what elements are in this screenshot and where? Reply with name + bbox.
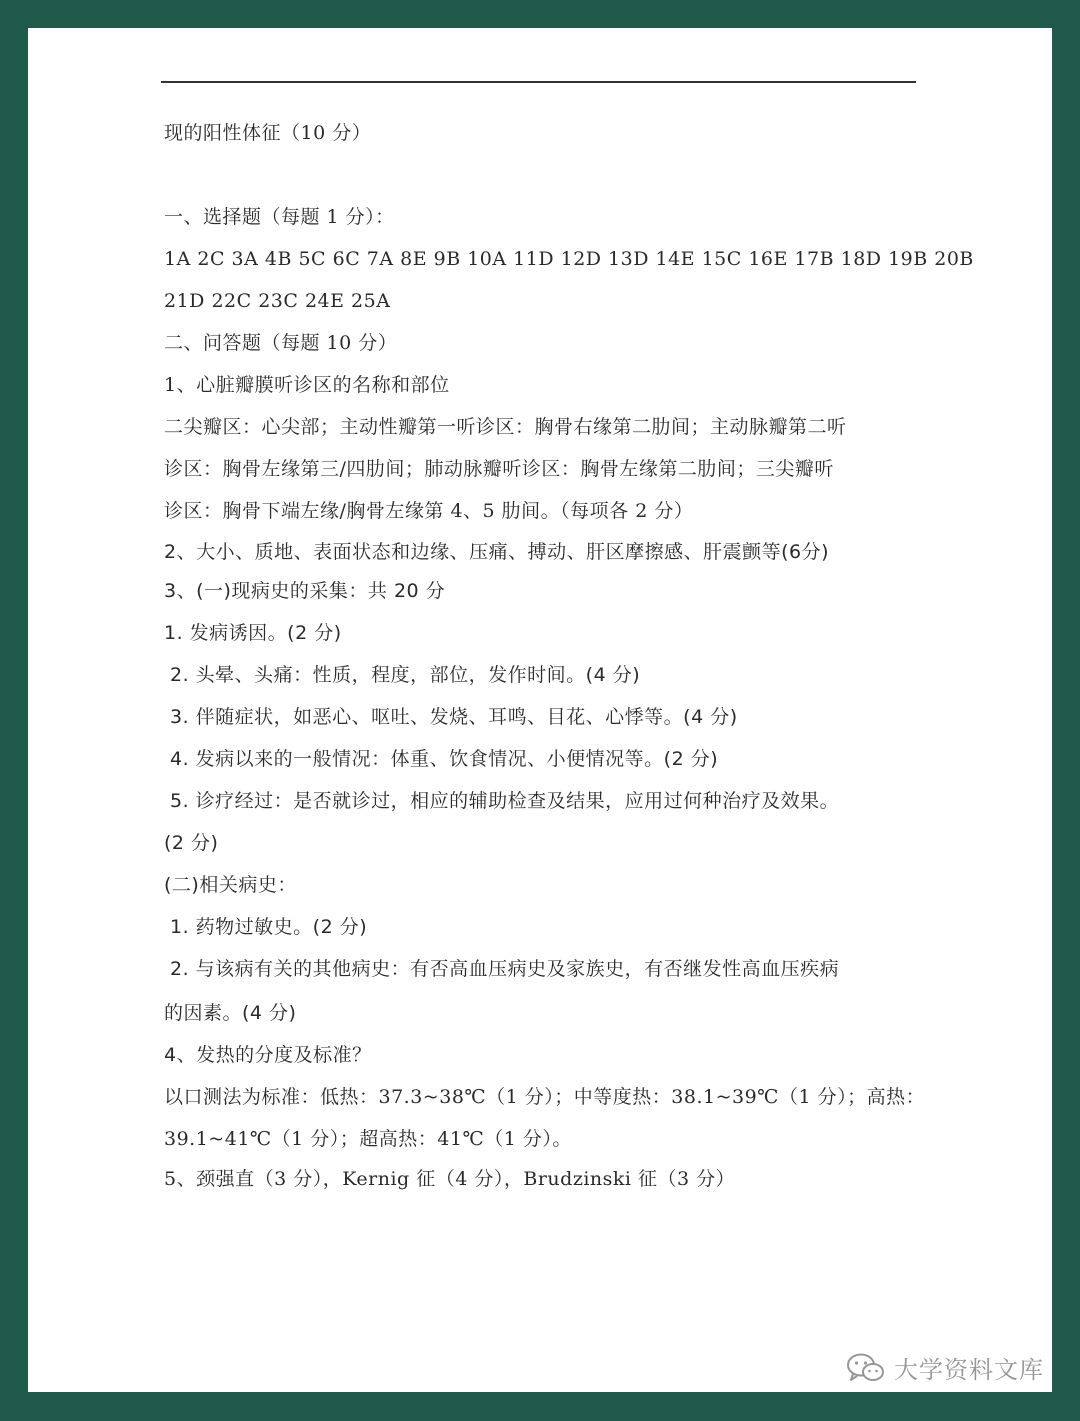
text-line: 1A 2C 3A 4B 5C 6C 7A 8E 9B 10A 11D 12D 13D 14E 15C 16E 17B 18D 19B 20B bbox=[164, 248, 974, 270]
text-line: 现的阳性体征（10 分） bbox=[164, 122, 372, 144]
text-line: 3、(一)现病史的采集：共 20 分 bbox=[164, 580, 446, 602]
watermark-text: 大学资料文库 bbox=[894, 1356, 1044, 1384]
watermark bbox=[846, 1350, 1044, 1385]
text-line: 二尖瓣区：心尖部；主动性瓣第一听诊区：胸骨右缘第二肋间；主动脉瓣第二听 bbox=[164, 416, 847, 438]
text-line: 2. 与该病有关的其他病史：有否高血压病史及家族史，有否继发性高血压疾病 bbox=[170, 958, 840, 980]
wechat-icon bbox=[846, 1352, 886, 1384]
text-line: 4. 发病以来的一般情况：体重、饮食情况、小便情况等。(2 分) bbox=[170, 748, 719, 770]
text-line: 21D 22C 23C 24E 25A bbox=[164, 290, 391, 312]
text-line: 诊区：胸骨下端左缘/胸骨左缘第 4、5 肋间。（每项各 2 分） bbox=[164, 500, 694, 522]
text-line: 1. 发病诱因。(2 分) bbox=[164, 622, 342, 644]
text-line: 5、颈强直（3 分），Kernig 征（4 分），Brudzinski 征（3 分） bbox=[164, 1168, 736, 1190]
text-line: 一、选择题（每题 1 分）： bbox=[164, 206, 395, 228]
text-line: 5. 诊疗经过：是否就诊过，相应的辅助检查及结果，应用过何种治疗及效果。 bbox=[170, 790, 840, 812]
text-line: 4、发热的分度及标准？ bbox=[164, 1044, 372, 1066]
text-line: (2 分) bbox=[164, 832, 219, 854]
text-line: 1、心脏瓣膜听诊区的名称和部位 bbox=[164, 374, 450, 396]
text-line: 以口测法为标准：低热：37.3~38℃（1 分）；中等度热：38.1~39℃（1 分）；高热： bbox=[164, 1086, 926, 1108]
text-line: (二)相关病史： bbox=[164, 874, 297, 896]
text-line: 3. 伴随症状，如恶心、呕吐、发烧、耳鸣、目花、心悸等。(4 分) bbox=[170, 706, 738, 728]
header-rule bbox=[161, 81, 916, 83]
text-line: 二、问答题（每题 10 分） bbox=[164, 332, 398, 354]
text-line: 2. 头晕、头痛：性质，程度，部位，发作时间。(4 分) bbox=[170, 664, 641, 686]
text-line: 诊区：胸骨左缘第三/四肋间；肺动脉瓣听诊区：胸骨左缘第二肋间；三尖瓣听 bbox=[164, 458, 834, 480]
text-line: 2、大小、质地、表面状态和边缘、压痛、搏动、肝区摩擦感、肝震颤等(6分) bbox=[164, 541, 830, 563]
text-line: 39.1~41℃（1 分）；超高热：41℃（1 分）。 bbox=[164, 1128, 572, 1150]
text-line: 1. 药物过敏史。(2 分) bbox=[170, 916, 368, 938]
text-line: 的因素。(4 分) bbox=[164, 1002, 297, 1024]
